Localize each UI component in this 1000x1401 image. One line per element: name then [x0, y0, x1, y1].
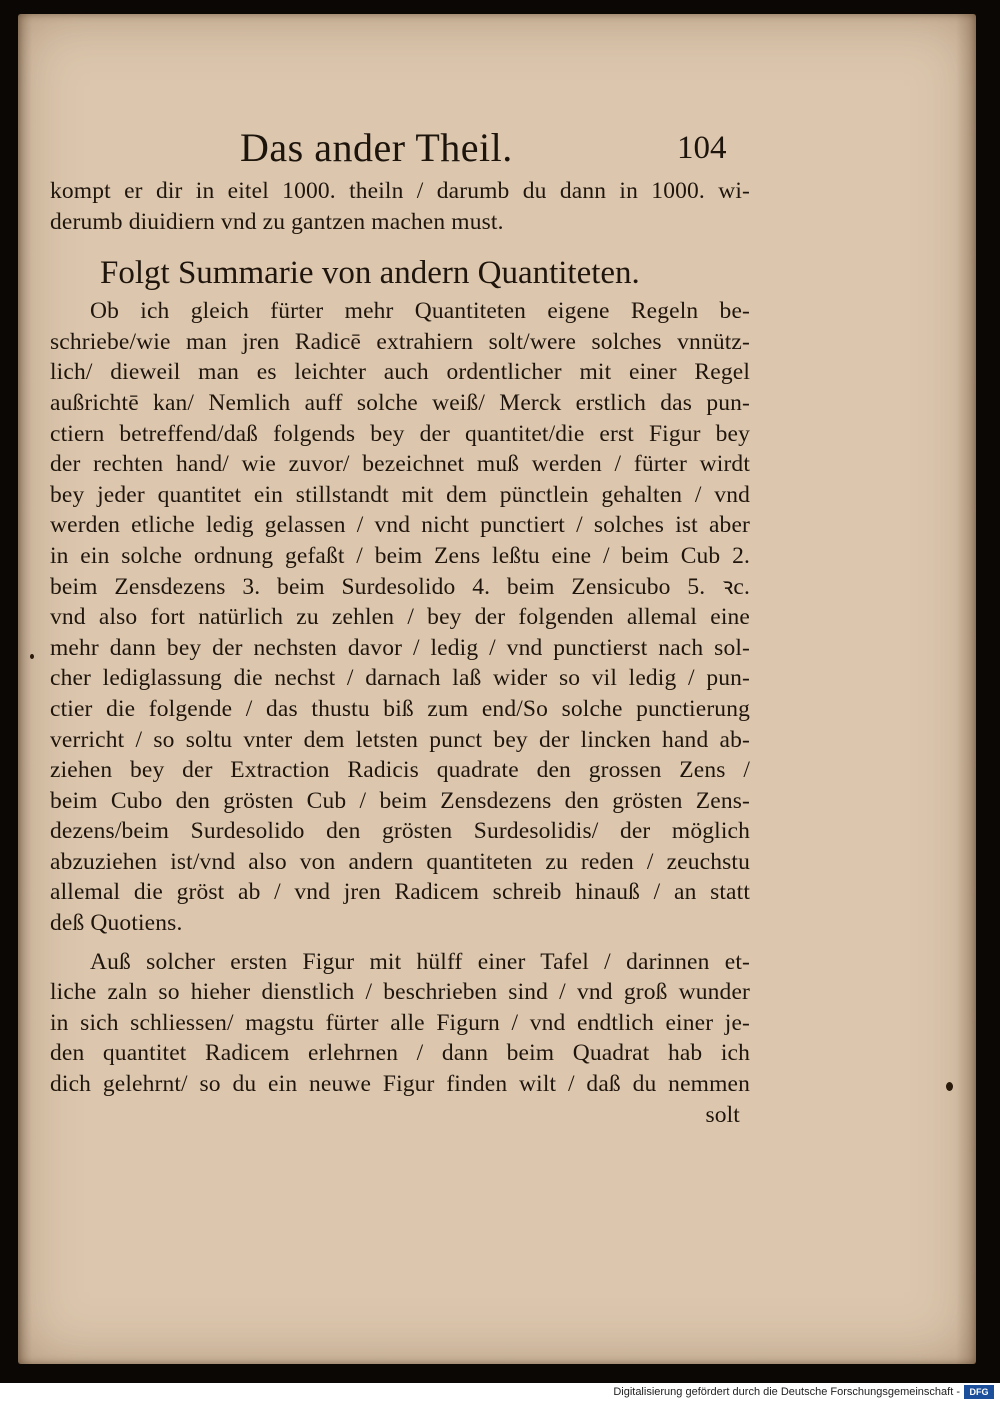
funding-credit: Digitalisierung gefördert durch die Deutsche Forschungsgemeinschaft -: [613, 1386, 960, 1398]
paragraph-1: [50, 296, 750, 938]
text-line: dich gelehrnt/ so du ein neuwe Figur finden wilt / daß du nemmen: [50, 1071, 750, 1098]
text-line: derumb diuidiern vnd zu gantzen machen must.: [50, 208, 504, 235]
text-line: schriebe/wie man jren Radicē extrahiern solt/were solches vnnütz-: [50, 328, 750, 355]
text-line: deß Quotiens.: [50, 910, 183, 937]
folio-number: 104: [677, 130, 727, 166]
text-line: ctier die folgende / das thustu biß zum end/So solche punctierung: [50, 695, 750, 722]
ink-speck: [30, 654, 34, 659]
text-line: mehr dann bey der nechsten davor / ledig / vnd punctierst nach sol-: [50, 634, 750, 661]
text-line: der rechten hand/ wie zuvor/ bezeichnet muß werden / fürter wirdt: [50, 451, 750, 478]
text-line: kompt er dir in eitel 1000. theiln / darumb du dann in 1000. wi-: [50, 178, 750, 204]
text-line: cher lediglassung die nechst / darnach laß wider so vil ledig / pun-: [50, 665, 750, 692]
ink-speck: [946, 1082, 953, 1091]
dfg-logo: DFG: [964, 1385, 994, 1399]
text-line: vnd also fort natürlich zu zehlen / bey der folgenden allemal eine: [50, 604, 750, 631]
text-line: beim Cubo den grösten Cub / beim Zensdezens den grösten Zens-: [50, 787, 750, 814]
text-line: ctiern betreffend/daß folgends bey der quantitet/die erst Figur bey: [50, 420, 750, 447]
text-line: beim Zensdezens 3. beim Surdesolido 4. beim Zensicubo 5. ꝛc.: [50, 573, 750, 600]
text-line: lich/ dieweil man es leichter auch ordentlicher mit einer Regel: [50, 359, 750, 386]
text-line: werden etliche ledig gelassen / vnd nicht punctiert / solches ist aber: [50, 512, 750, 539]
paragraph-gap: [50, 939, 750, 947]
text-line: ziehen bey der Extraction Radicis quadrate den grossen Zens /: [50, 757, 750, 784]
text-line: in ein solche ordnung gefaßt / beim Zens leßtu eine / beim Cub 2.: [50, 542, 750, 569]
text-line: abzuziehen ist/vnd also von andern quantiteten zu reden / zeuchstu: [50, 848, 750, 875]
text-line: verricht / so soltu vnter dem letsten punct bey der lincken hand ab-: [50, 726, 750, 753]
page-body: [50, 176, 750, 1130]
text-line: Ob ich gleich fürter mehr Quantiteten eigene Regeln be-: [90, 298, 750, 325]
text-line: bey jeder quantitet ein stillstandt mit dem pünctlein gehalten / vnd: [50, 481, 750, 508]
text-line: außrichtē kan/ Nemlich auff solche weiß/ Merck erstlich das pun-: [50, 389, 750, 416]
catchword: solt: [705, 1101, 740, 1128]
text-line: Auß solcher ersten Figur mit hülff einer Tafel / darinnen et-: [90, 948, 750, 975]
text-line: dezens/beim Surdesolido den grösten Surdesolidis/ der möglich: [50, 818, 750, 845]
page-edge-shadow: [956, 14, 976, 1364]
running-head: Das ander Theil.: [240, 125, 513, 170]
section-heading: Folgt Summarie von andern Quantiteten.: [100, 255, 640, 292]
text-line: liche zaln so hieher dienstlich / beschrieben sind / vnd groß wunder: [50, 979, 750, 1006]
text-line: den quantitet Radicem erlehrnen / dann beim Quadrat hab ich: [50, 1040, 750, 1067]
text-line: in sich schliessen/ magstu fürter alle Figurn / vnd endtlich einer je-: [50, 1009, 750, 1036]
text-line: allemal die gröst ab / vnd jren Radicem schreib hinauß / an statt: [50, 879, 750, 906]
page-gutter-shadow: [18, 14, 32, 1364]
paragraph-2: [50, 947, 750, 1100]
